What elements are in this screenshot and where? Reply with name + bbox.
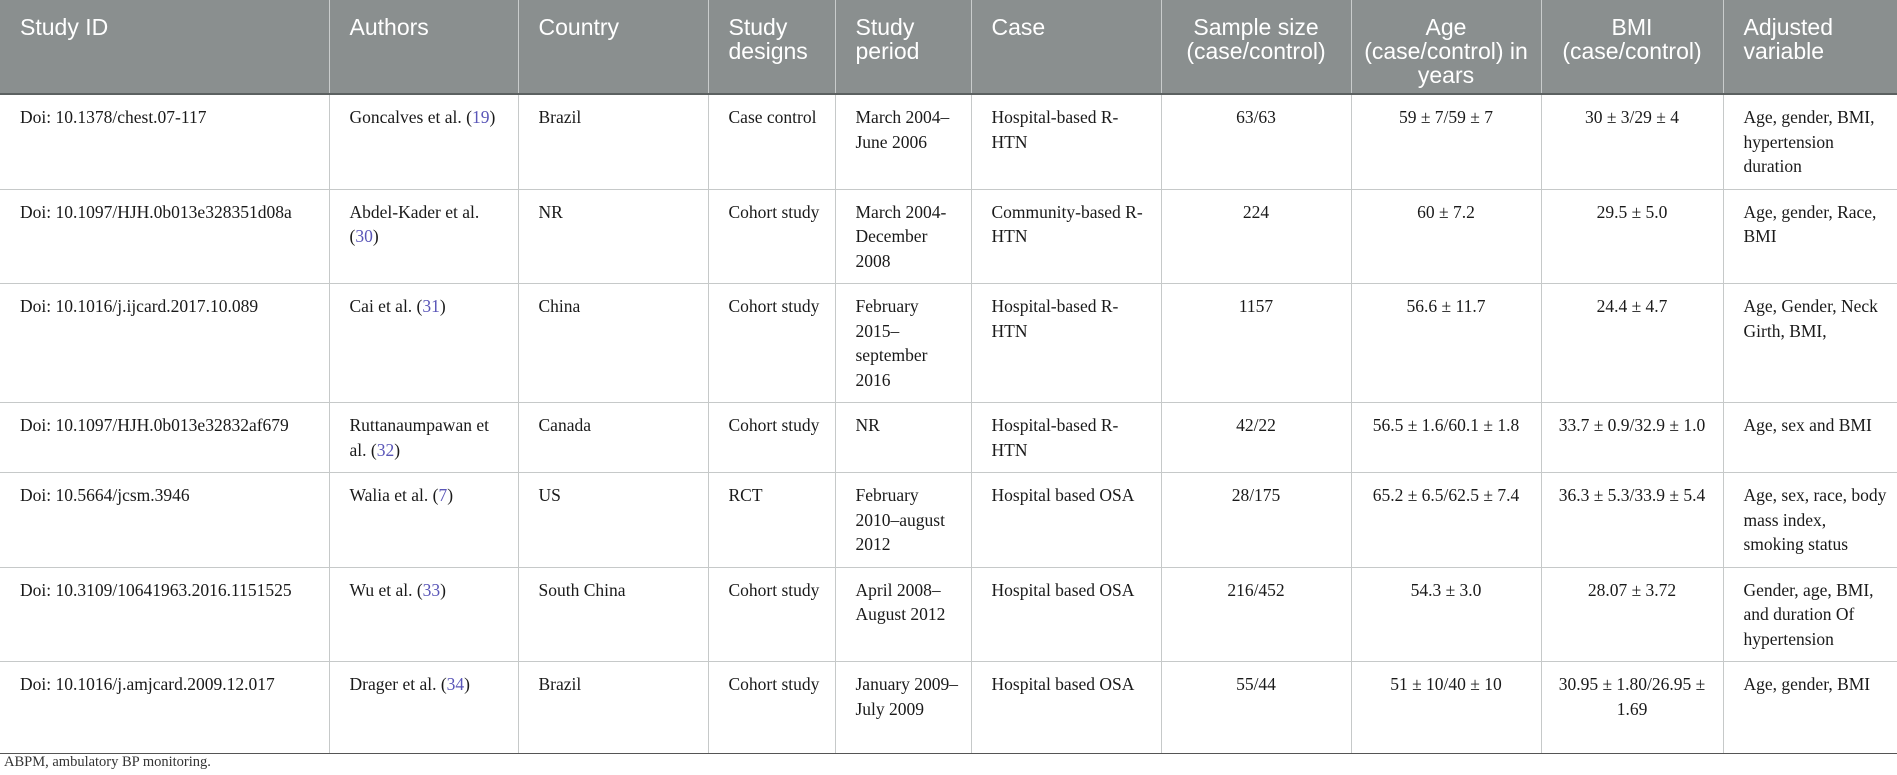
author-text: Abdel-Kader et al. ( — [349, 201, 480, 246]
cell-sample-size: 28/175 — [1161, 473, 1351, 568]
author-text-end: ) — [464, 674, 470, 694]
cell-country: Brazil — [518, 662, 708, 754]
reference-link[interactable]: 7 — [438, 485, 448, 505]
cell-age: 56.6 ± 11.7 — [1351, 284, 1541, 403]
table-header-row — [0, 0, 1897, 94]
header-study-id: Study ID — [0, 0, 329, 94]
table-row — [0, 284, 1897, 403]
cell-case: Hospital based OSA — [971, 662, 1161, 754]
header-study-period: Study period — [835, 0, 971, 94]
cell-authors — [329, 403, 518, 473]
cell-bmi: 30 ± 3/29 ± 4 — [1541, 94, 1723, 189]
cell-country: Canada — [518, 403, 708, 473]
cell-design: Cohort study — [708, 567, 835, 662]
table-row — [0, 567, 1897, 662]
cell-period: February 2015–september 2016 — [835, 284, 971, 403]
cell-adjusted-variable: Age, Gender, Neck Girth, BMI, — [1723, 284, 1897, 403]
author-text: Goncalves et al. ( — [349, 107, 472, 127]
author-text-end: ) — [394, 439, 401, 460]
cell-authors — [329, 189, 518, 284]
cell-study-id: Doi: 10.1016/j.ijcard.2017.10.089 — [0, 284, 329, 403]
cell-design: Cohort study — [708, 284, 835, 403]
cell-authors — [329, 284, 518, 403]
cell-period: NR — [835, 403, 971, 473]
cell-study-id: Doi: 10.1016/j.amjcard.2009.12.017 — [0, 662, 329, 754]
header-bmi: BMI (case/control) — [1541, 0, 1723, 94]
cell-period: February 2010–august 2012 — [835, 473, 971, 568]
cell-design: Cohort study — [708, 189, 835, 284]
cell-study-id: Doi: 10.1378/chest.07-117 — [0, 94, 329, 189]
reference-link[interactable]: 19 — [471, 107, 490, 127]
cell-adjusted-variable: Age, gender, BMI, hypertension duration — [1723, 94, 1897, 189]
author-text-end: ) — [447, 485, 454, 505]
reference-link[interactable]: 33 — [422, 579, 441, 600]
cell-case: Hospital based OSA — [971, 473, 1161, 568]
cell-design: Case control — [708, 94, 835, 189]
header-adjusted-variable: Adjusted variable — [1723, 0, 1897, 94]
header-authors: Authors — [329, 0, 518, 94]
table-footnote: ABPM, ambulatory BP monitoring. — [4, 754, 211, 770]
table-row — [0, 403, 1897, 473]
cell-age: 59 ± 7/59 ± 7 — [1351, 94, 1541, 189]
author-text: Cai et al. ( — [349, 296, 423, 316]
header-age: Age (case/control) in years — [1351, 0, 1541, 94]
cell-case: Hospital-based R-HTN — [971, 94, 1161, 189]
cell-case: Hospital-based R-HTN — [971, 403, 1161, 473]
cell-design: Cohort study — [708, 403, 835, 473]
header-country: Country — [518, 0, 708, 94]
cell-bmi: 29.5 ± 5.0 — [1541, 189, 1723, 284]
cell-sample-size: 63/63 — [1161, 94, 1351, 189]
cell-age: 54.3 ± 3.0 — [1351, 567, 1541, 662]
header-study-designs: Study designs — [708, 0, 835, 94]
author-text: Drager et al. ( — [349, 674, 447, 694]
cell-authors — [329, 662, 518, 754]
cell-period: March 2004–June 2006 — [835, 94, 971, 189]
cell-sample-size: 216/452 — [1161, 567, 1351, 662]
cell-period: March 2004-December 2008 — [835, 189, 971, 284]
cell-sample-size: 224 — [1161, 189, 1351, 284]
cell-case: Hospital based OSA — [971, 567, 1161, 662]
cell-bmi: 30.95 ± 1.80/26.95 ± 1.69 — [1541, 662, 1723, 754]
cell-authors — [329, 567, 518, 662]
cell-period: April 2008–August 2012 — [835, 567, 971, 662]
reference-link[interactable]: 34 — [446, 674, 465, 694]
author-text-end: ) — [439, 296, 446, 316]
cell-design: Cohort study — [708, 662, 835, 754]
cell-bmi: 24.4 ± 4.7 — [1541, 284, 1723, 403]
table-row — [0, 662, 1897, 754]
cell-country: China — [518, 284, 708, 403]
header-case: Case — [971, 0, 1161, 94]
cell-adjusted-variable: Age, gender, BMI — [1723, 662, 1897, 754]
cell-study-id: Doi: 10.1097/HJH.0b013e32832af679 — [0, 403, 329, 473]
table-row — [0, 473, 1897, 568]
cell-country: NR — [518, 189, 708, 284]
cell-country: US — [518, 473, 708, 568]
cell-case: Community-based R-HTN — [971, 189, 1161, 284]
cell-bmi: 28.07 ± 3.72 — [1541, 567, 1723, 662]
cell-age: 60 ± 7.2 — [1351, 189, 1541, 284]
author-text-end: ) — [372, 226, 379, 246]
cell-bmi: 36.3 ± 5.3/33.9 ± 5.4 — [1541, 473, 1723, 568]
reference-link[interactable]: 32 — [376, 439, 395, 460]
cell-age: 56.5 ± 1.6/60.1 ± 1.8 — [1351, 403, 1541, 473]
cell-adjusted-variable: Age, sex and BMI — [1723, 403, 1897, 473]
cell-country: Brazil — [518, 94, 708, 189]
cell-study-id: Doi: 10.1097/HJH.0b013e328351d08a — [0, 189, 329, 284]
author-text-end: ) — [440, 579, 446, 600]
author-text: Ruttanaumpawan et al. ( — [349, 415, 489, 460]
cell-authors — [329, 94, 518, 189]
author-text: Wu et al. ( — [349, 579, 423, 600]
cell-sample-size: 55/44 — [1161, 662, 1351, 754]
cell-adjusted-variable: Age, sex, race, body mass index, smoking status — [1723, 473, 1897, 568]
cell-sample-size: 42/22 — [1161, 403, 1351, 473]
cell-case: Hospital-based R-HTN — [971, 284, 1161, 403]
table-row — [0, 94, 1897, 189]
author-text: Walia et al. ( — [349, 485, 439, 505]
cell-country: South China — [518, 567, 708, 662]
cell-age: 65.2 ± 6.5/62.5 ± 7.4 — [1351, 473, 1541, 568]
author-text-end: ) — [489, 107, 496, 127]
cell-period: January 2009–July 2009 — [835, 662, 971, 754]
cell-study-id: Doi: 10.5664/jcsm.3946 — [0, 473, 329, 568]
cell-bmi: 33.7 ± 0.9/32.9 ± 1.0 — [1541, 403, 1723, 473]
reference-link[interactable]: 31 — [422, 296, 440, 316]
table-row — [0, 189, 1897, 284]
cell-sample-size: 1157 — [1161, 284, 1351, 403]
reference-link[interactable]: 30 — [355, 226, 373, 246]
cell-adjusted-variable: Gender, age, BMI, and duration Of hypertension — [1723, 567, 1897, 662]
cell-authors — [329, 473, 518, 568]
cell-study-id: Doi: 10.3109/10641963.2016.1151525 — [0, 567, 329, 662]
header-sample-size: Sample size (case/control) — [1161, 0, 1351, 94]
cell-design: RCT — [708, 473, 835, 568]
cell-age: 51 ± 10/40 ± 10 — [1351, 662, 1541, 754]
cell-adjusted-variable: Age, gender, Race, BMI — [1723, 189, 1897, 284]
